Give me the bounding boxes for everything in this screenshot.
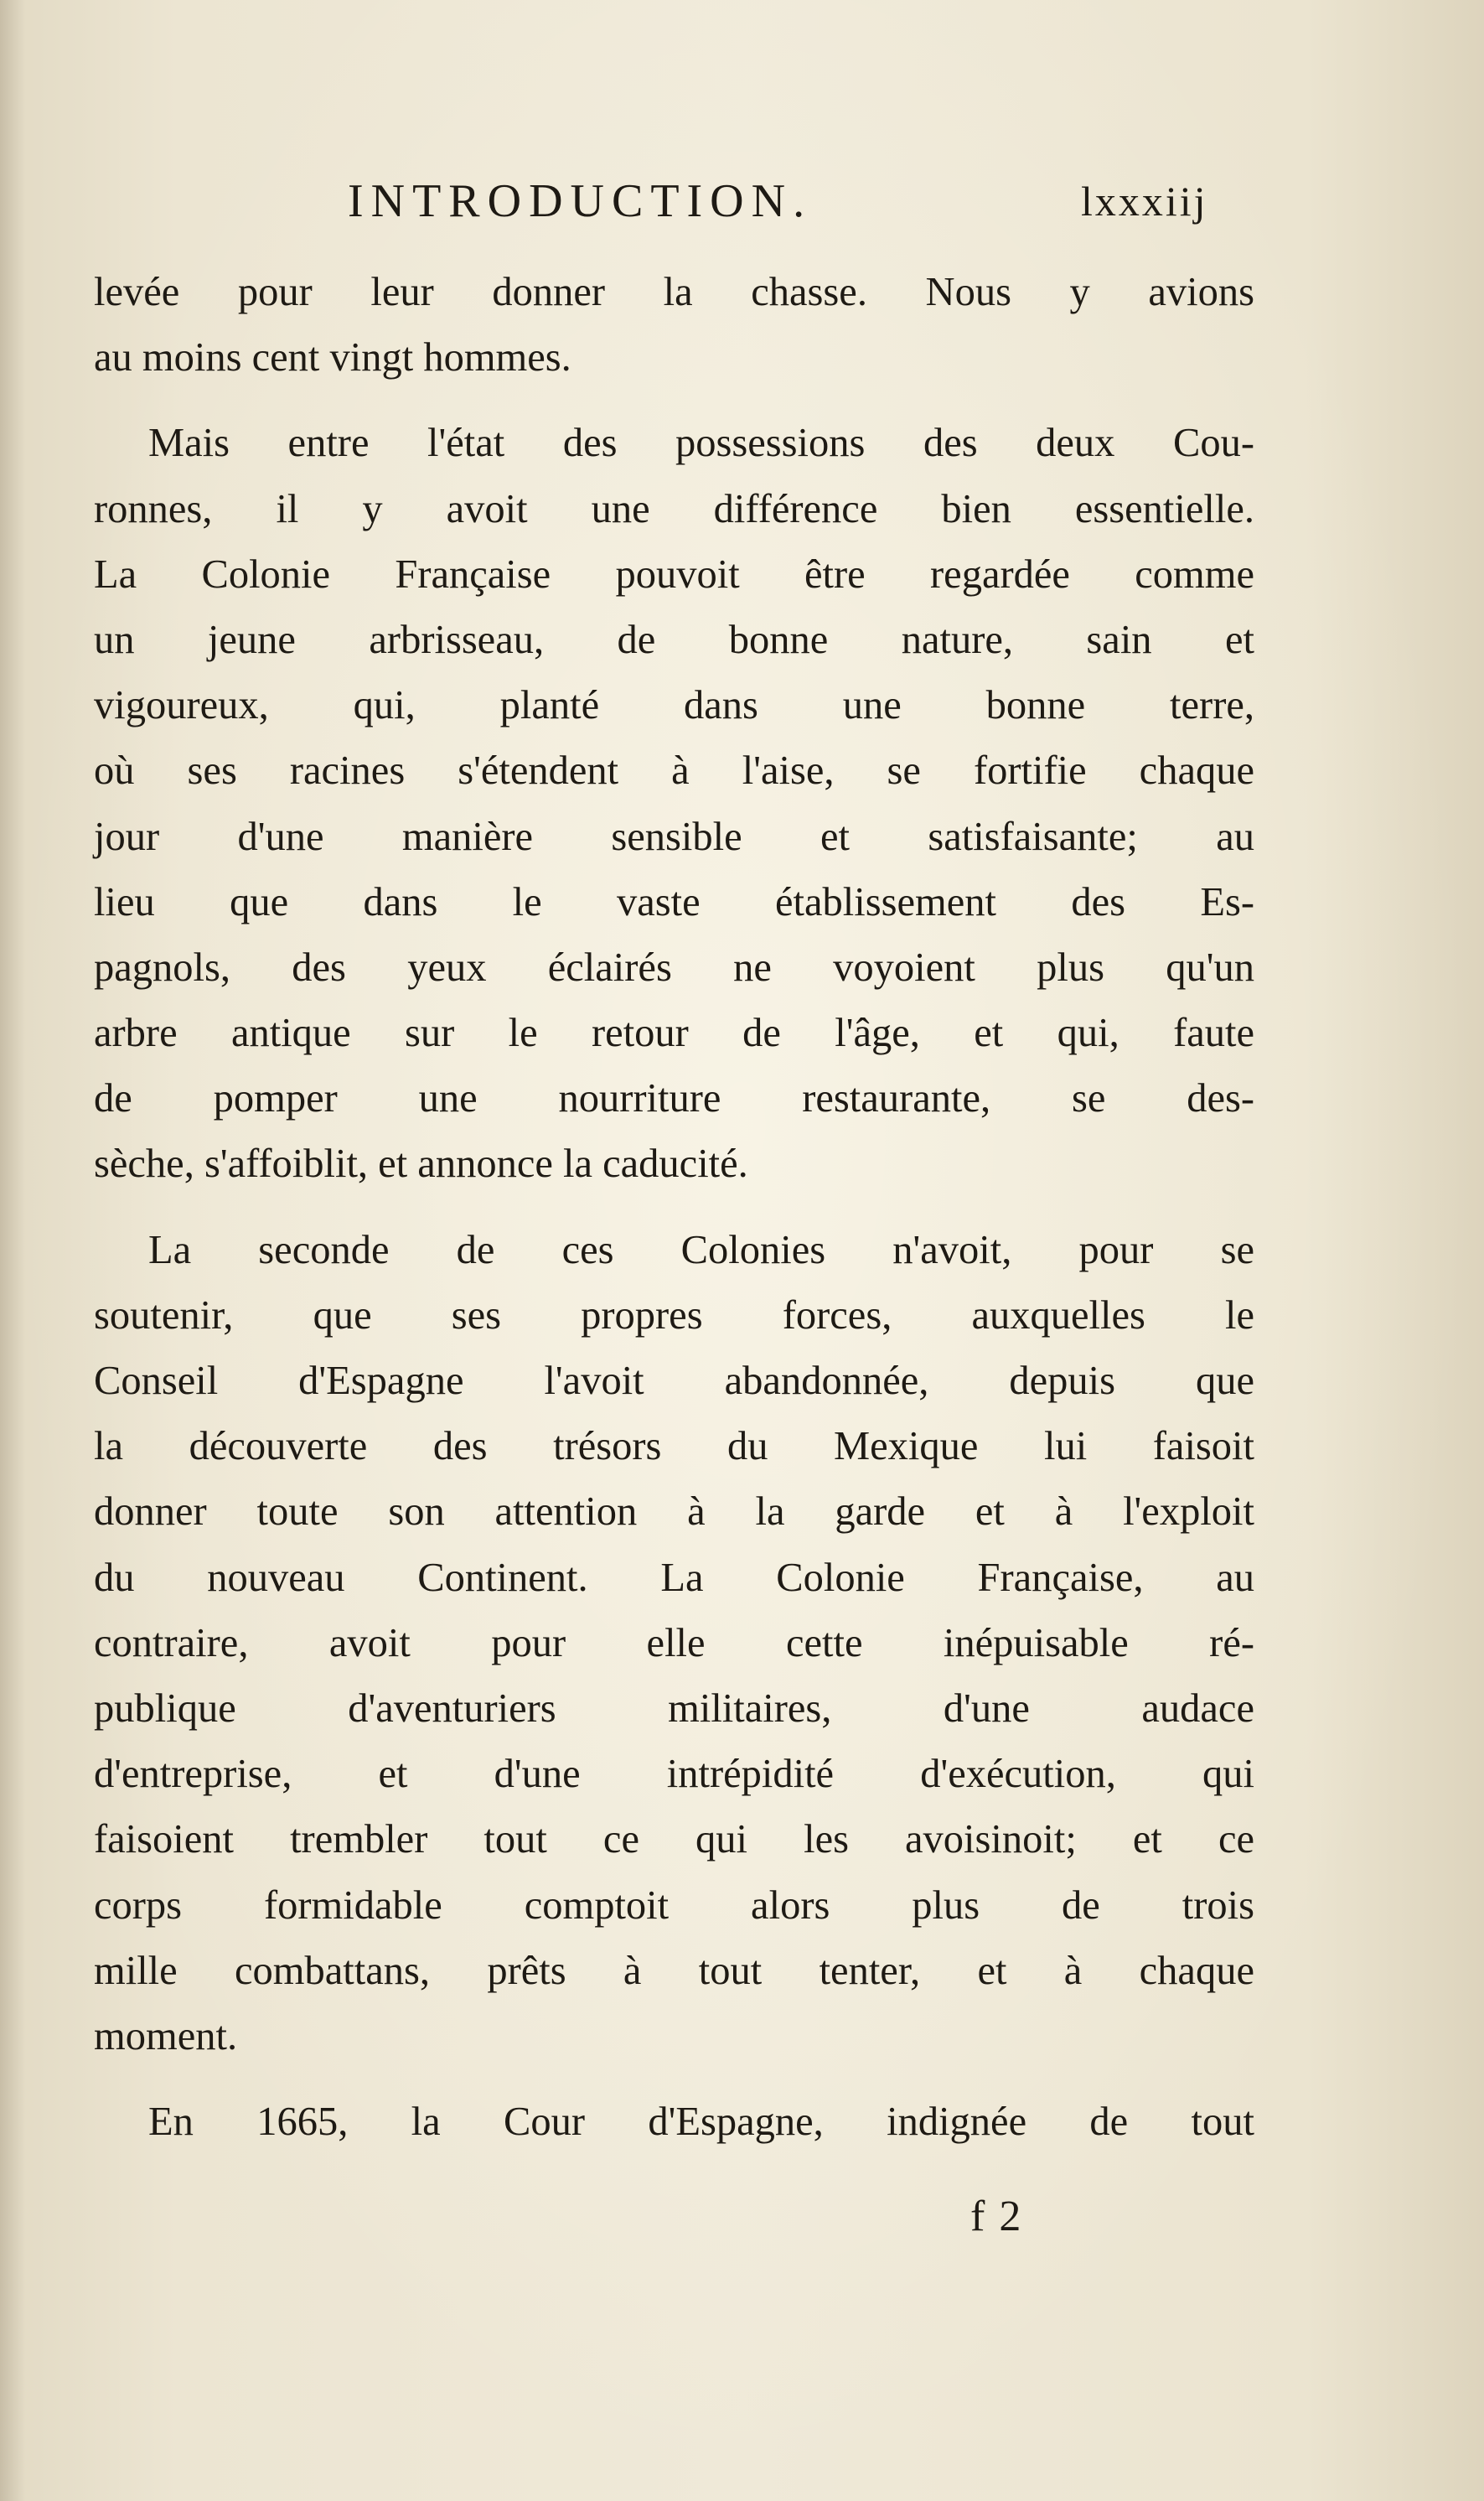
page-number: lxxxiij	[1081, 178, 1208, 225]
text-line: La seconde de ces Colonies n'avoit, pour se	[148, 1227, 1254, 1272]
text-line: contraire, avoit pour elle cette inépuisable ré-	[94, 1620, 1254, 1665]
text-line: corps formidable comptoit alors plus de trois	[94, 1882, 1254, 1928]
signature-mark: f 2	[970, 2193, 1023, 2240]
paragraph-2	[94, 411, 1254, 1197]
text-line: un jeune arbrisseau, de bonne nature, sain et	[94, 617, 1254, 662]
text-line: donner toute son attention à la garde et à l'exploit	[94, 1489, 1254, 1535]
text-line: arbre antique sur le retour de l'âge, et qui, faute	[94, 1011, 1254, 1056]
text-line: ronnes, il y avoit une différence bien essentielle.	[94, 486, 1254, 531]
text-line: La Colonie Française pouvoit être regardée comme	[94, 551, 1254, 597]
text-line: Mais entre l'état des possessions des deux Cou-	[148, 421, 1254, 466]
text-line: d'entreprise, et d'une intrépidité d'exécution, qui	[94, 1752, 1254, 1797]
text-line: du nouveau Continent. La Colonie Française, au	[94, 1555, 1254, 1600]
text-line: de pomper une nourriture restaurante, se des-	[94, 1076, 1254, 1121]
text-line: pagnols, des yeux éclairés ne voyoient plus qu'un	[94, 945, 1254, 990]
body-text	[94, 260, 1254, 2175]
text-line: lieu que dans le vaste établissement des Es-	[94, 879, 1254, 924]
text-line: moment.	[94, 2013, 238, 2058]
text-line: mille combattans, prêts à tout tenter, et à chaque	[94, 1948, 1254, 1993]
paragraph-3	[94, 1218, 1254, 2069]
paragraph-4	[94, 2089, 1254, 2155]
text-line: En 1665, la Cour d'Espagne, indignée de tout	[148, 2100, 1254, 2145]
text-line: levée pour leur donner la chasse. Nous y avions	[94, 270, 1254, 314]
text-line: soutenir, que ses propres forces, auxquelles le	[94, 1292, 1254, 1338]
running-head	[0, 172, 1484, 230]
running-title: INTRODUCTION.	[348, 175, 813, 227]
paragraph-1	[94, 260, 1254, 391]
text-line: au moins cent vingt hommes.	[94, 335, 571, 381]
text-line: où ses racines s'étendent à l'aise, se fortifie chaque	[94, 748, 1254, 794]
text-line: faisoient trembler tout ce qui les avoisinoit; et ce	[94, 1817, 1254, 1862]
text-line: Conseil d'Espagne l'avoit abandonnée, depuis que	[94, 1359, 1254, 1403]
text-line: la découverte des trésors du Mexique lui faisoit	[94, 1424, 1254, 1469]
text-line: vigoureux, qui, planté dans une bonne terre,	[94, 683, 1254, 728]
text-line: sèche, s'affoiblit, et annonce la caducité.	[94, 1142, 748, 1187]
text-line: jour d'une manière sensible et satisfaisante; au	[94, 814, 1254, 859]
text-line: publique d'aventuriers militaires, d'une audace	[94, 1685, 1254, 1731]
page-gutter-shadow	[0, 0, 25, 2501]
